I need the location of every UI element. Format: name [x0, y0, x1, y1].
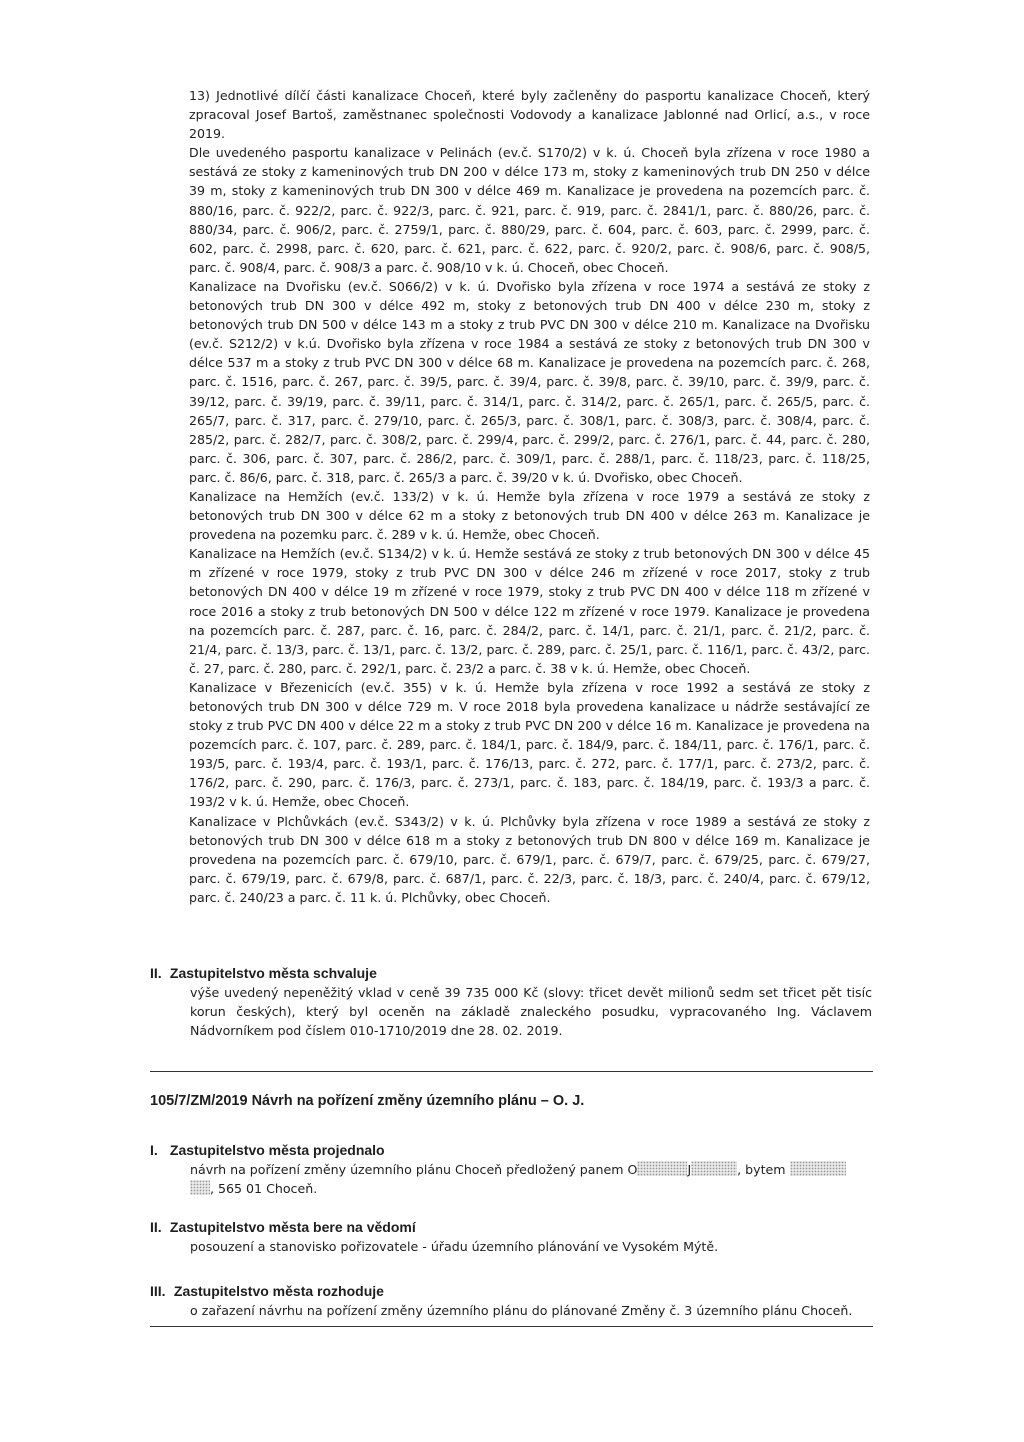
resolution-section-i [150, 1141, 872, 1198]
section-ii-approves [150, 964, 872, 1040]
section-heading-text: Zastupitelstvo města bere na vědomí [169, 1219, 416, 1235]
item-13-intro: 13) Jednotlivé dílčí části kanalizace Choceň, které byly začleněny do pasportu kanalizace Choceň, který zpracoval Josef Bartoš, zaměstnanec společnosti Vodovody a kanalizace Jablonné nad Orlicí, a.s., v roce 2019. [189, 88, 870, 142]
item-13-text [189, 86, 870, 907]
section-body: o zařazení návrhu na pořízení změny územního plánu do plánované Změny č. 3 územního plánu Choceň. [190, 1303, 853, 1318]
section-body [190, 1160, 872, 1198]
resolution-section-iii [150, 1282, 885, 1320]
paragraph-hemze-133: Kanalizace na Hemžích (ev.č. 133/2) v k. ú. Hemže byla zřízena v roce 1979 a sestává ze stoky z betonových trub DN 300 v délce 62 m a stoky z betonových trub DN 400 v délce 263 m. Kanalizace je provedena na pozemku parc. č. 289 v k. ú. Hemže, obec Choceň. [189, 488, 870, 543]
text-part: J [687, 1162, 692, 1177]
paragraph-dvorisko: Kanalizace na Dvořisku (ev.č. S066/2) v k. ú. Dvořisko byla zřízena v roce 1974 a sestává ze stoky z betonových trub DN 300 v délce 492 m, stoky z betonových trub DN 400 v délce 230 m, stoky z betonových trub DN 500 v délce 143 m a stoky z trub PVC DN 300 v délce 210 m. Kanalizace na Dvořisku (ev.č. S212/2) v k.ú. Dvořisko byla zřízena v roce 1984 a sestává ze stoky z betonových trub DN 300 v délce 537 m a stoky z trub PVC DN 300 v délce 68 m. Kanalizace je provedena na pozemcích parc. č. 268, parc. č. 1516, parc. č. 267, parc. č. 39/5, parc. č. 39/4, parc. č. 39/8, parc. č. 39/10, parc. č. 39/9, parc. č. 39/12, parc. č. 39/19, parc. č. 39/11, parc. č. 314/1, parc. č. 314/2, parc. č. 265/1, parc. č. 265/5, parc. č. 265/7, parc. č. 317, parc. č. 279/10, parc. č. 265/3, parc. č. 308/1, parc. č. 308/3, parc. č. 308/4, parc. č. 285/2, parc. č. 282/7, parc. č. 308/2, parc. č. 299/4, parc. č. 299/2, parc. č. 276/1, parc. č. 44, parc. č. 280, parc. č. 306, parc. č. 307, parc. č. 286/2, parc. č. 309/1, parc. č. 288/1, parc. č. 118/23, parc. č. 118/25, parc. č. 86/6, parc. č. 318, parc. č. 265/3 a parc. č. 39/20 v k. ú. Dvořisko, obec Choceň. [189, 278, 870, 485]
paragraph-brezenice: Kanalizace v Březenicích (ev.č. 355) v k. ú. Hemže byla zřízena v roce 1992 a sestává ze stoky z betonových trub DN 300 v délce 729 m. V roce 2018 byla provedena kanalizace u nádrže sestávající ze stoky z trub PVC DN 400 v délce 22 m a stoky z trub PVC DN 200 v délce 16 m. Kanalizace je provedena na pozemcích parc. č. 107, parc. č. 289, parc. č. 184/1, parc. č. 184/9, parc. č. 184/11, parc. č. 176/1, parc. č. 193/5, parc. č. 193/4, parc. č. 193/1, parc. č. 176/13, parc. č. 272, parc. č. 177/1, parc. č. 273/2, parc. č. 176/2, parc. č. 290, parc. č. 176/3, parc. č. 273/1, parc. č. 183, parc. č. 184/19, parc. č. 193/3 a parc. č. 193/2 v k. ú. Hemže, obec Choceň. [189, 679, 870, 810]
section-heading-text: Zastupitelstvo města projednalo [169, 1142, 385, 1158]
section-body: posouzení a stanovisko pořizovatele - úřadu územního plánování ve Vysokém Mýtě. [190, 1239, 719, 1254]
redacted-block [790, 1161, 846, 1176]
section-heading-text: Zastupitelstvo města rozhoduje [173, 1283, 384, 1299]
section-heading [150, 1141, 872, 1160]
text-part: návrh na pořízení změny územního plánu Choceň předložený panem O [190, 1162, 638, 1177]
section-numeral: I. [150, 1142, 158, 1158]
redacted-block [637, 1161, 687, 1176]
section-body: výše uvedený nepeněžitý vklad v ceně 39 735 000 Kč (slovy: třicet devět milionů sedm set třicet pět tisíc korun českých), který byl oceněn na základě znaleckého posudku, vypracovaného Ing. Václavem Nádvorníkem pod číslem 010-1710/2019 dne 28. 02. 2019. [190, 985, 872, 1039]
redacted-block [190, 1180, 210, 1195]
section-numeral: II. [150, 965, 162, 981]
section-numeral: II. [150, 1219, 162, 1235]
section-heading [150, 1282, 885, 1301]
divider-top [150, 1071, 873, 1072]
section-heading [150, 1218, 872, 1237]
text-part: , bytem [737, 1162, 786, 1177]
section-heading-text: Zastupitelstvo města schvaluje [169, 965, 377, 981]
divider-bottom [150, 1326, 873, 1327]
paragraph-plchuvky: Kanalizace v Plchůvkách (ev.č. S343/2) v k. ú. Plchůvky byla zřízena v roce 1989 a sestává ze stoky z betonových trub DN 300 v délce 618 m a stoky z betonových trub DN 800 v délce 169 m. Kanalizace je provedena na pozemcích parc. č. 679/10, parc. č. 679/1, parc. č. 679/7, parc. č. 679/25, parc. č. 679/27, parc. č. 679/19, parc. č. 679/8, parc. č. 687/1, parc. č. 22/3, parc. č. 18/3, parc. č. 240/4, parc. č. 679/12, parc. č. 240/23 a parc. č. 11 k. ú. Plchůvky, obec Choceň. [189, 813, 870, 905]
redacted-block [691, 1161, 737, 1176]
resolution-section-ii [150, 1218, 872, 1256]
paragraph-hemze-s134: Kanalizace na Hemžích (ev.č. S134/2) v k. ú. Hemže sestává ze stoky z trub betonových DN 300 v délce 45 m zřízené v roce 1979, stoky z trub PVC DN 300 v délce 246 m zřízené v roce 2017, stoky z trub betonových DN 400 v délce 19 m zřízené v roce 1979, stoky z trub PVC DN 400 v délce 118 m zřízené v roce 2016 a stoky z trub betonových DN 500 v délce 122 m zřízené v roce 1979. Kanalizace je provedena na pozemcích parc. č. 287, parc. č. 16, parc. č. 284/2, parc. č. 14/1, parc. č. 21/1, parc. č. 21/2, parc. č. 21/4, parc. č. 13/3, parc. č. 13/1, parc. č. 13/2, parc. č. 289, parc. č. 25/1, parc. č. 116/1, parc. č. 43/2, parc. č. 27, parc. č. 280, parc. č. 292/1, parc. č. 23/2 a parc. č. 38 v k. ú. Hemže, obec Choceň. [189, 546, 870, 676]
resolution-title: 105/7/ZM/2019 Návrh na pořízení změny územního plánu – O. J. [150, 1093, 585, 1109]
paragraph-peliny: Dle uvedeného pasportu kanalizace v Pelinách (ev.č. S170/2) v k. ú. Choceň byla zřízena v roce 1980 a sestává ze stoky z kameninových trub DN 200 v délce 173 m, stoky z kameninových trub DN 250 v délce 39 m, stoky z kameninových trub DN 300 v délce 469 m. Kanalizace je provedena na pozemcích parc. č. 880/16, parc. č. 922/2, parc. č. 922/3, parc. č. 921, parc. č. 919, parc. č. 2841/1, parc. č. 880/26, parc. č. 880/34, parc. č. 906/2, parc. č. 2759/1, parc. č. 880/29, parc. č. 604, parc. č. 603, parc. č. 2999, parc. č. 602, parc. č. 2998, parc. č. 620, parc. č. 621, parc. č. 622, parc. č. 920/2, parc. č. 908/6, parc. č. 908/5, parc. č. 908/4, parc. č. 908/3 a parc. č. 908/10 v k. ú. Choceň, obec Choceň. [189, 145, 870, 275]
text-part: , 565 01 Choceň. [210, 1181, 318, 1197]
section-heading [150, 964, 872, 983]
section-numeral: III. [150, 1283, 166, 1299]
